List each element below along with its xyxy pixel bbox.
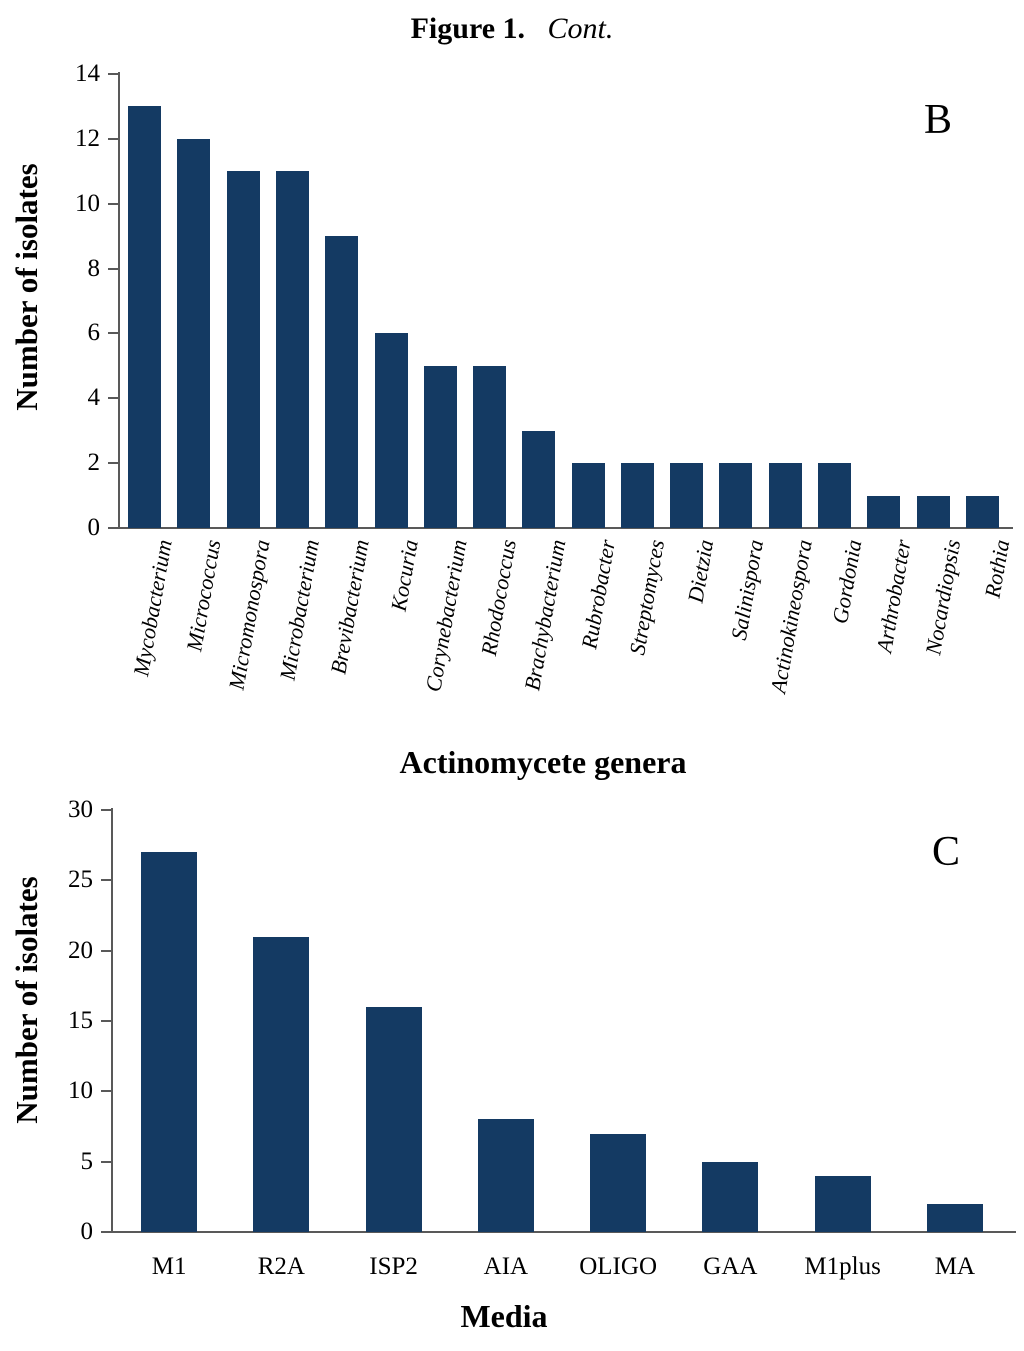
chart-b-panel-letter: B (924, 97, 953, 143)
chart-c-category-label: AIA (483, 1253, 529, 1280)
figure-title (0, 12, 1024, 46)
chart-b-bar-Micromonospora (227, 171, 260, 528)
chart-b-y-tick (108, 397, 118, 399)
chart-c-y-tick (101, 950, 111, 952)
chart-c-bar-MA (927, 1204, 983, 1232)
chart-b-y-axis-line (118, 72, 120, 528)
chart-c-bar-M1 (141, 852, 197, 1232)
chart-b-category-label: Kocuria (385, 537, 423, 614)
chart-b-bar-Actinokineospora (769, 463, 802, 528)
chart-b-bar-Streptomyces (621, 463, 654, 528)
chart-c-y-tick-label: 0 (80, 1218, 93, 1245)
chart-b-bar-Salinispora (719, 463, 752, 528)
chart-b-category-label: Rhodococcus (476, 537, 522, 658)
chart-c-category-label: OLIGO (579, 1253, 657, 1280)
chart-c-bar-R2A (253, 937, 309, 1232)
chart-c-category-label: MA (934, 1253, 976, 1280)
chart-b-category-label: Micromonospora (223, 537, 275, 692)
chart-c-bar-AIA (478, 1119, 534, 1232)
chart-c-panel-letter: C (932, 829, 961, 875)
chart-c-category-label: GAA (703, 1253, 758, 1280)
chart-b-y-tick (108, 138, 118, 140)
chart-c-y-tick-label: 5 (80, 1147, 93, 1175)
chart-b-bar-Dietzia (670, 463, 703, 528)
chart-c-category-label: M1 (151, 1253, 187, 1280)
chart-b-y-tick (108, 332, 118, 334)
chart-b-bar-Arthrobacter (867, 496, 900, 528)
chart-b-y-tick-label: 14 (75, 60, 100, 87)
chart-b-bar-Micrococcus (177, 139, 210, 528)
chart-b-y-tick (108, 203, 118, 205)
chart-b-bar-Microbacterium (276, 171, 309, 528)
chart-b-y-tick (108, 73, 118, 75)
figure-title-bold: Figure 1. (410, 12, 526, 45)
chart-b-bar-Kocuria (375, 333, 408, 528)
chart-b-y-tick-label: 6 (87, 319, 100, 347)
chart-b-category-label: Dietzia (682, 537, 719, 605)
chart-b-category-label: Nocardiopsis (919, 537, 965, 657)
chart-c-y-tick-label: 10 (68, 1077, 93, 1105)
chart-c-y-tick (101, 879, 111, 881)
chart-c-y-tick-label: 25 (68, 866, 93, 894)
chart-b-y-tick-label: 2 (87, 449, 100, 477)
chart-b-category-label: Streptomyces (624, 537, 670, 657)
chart-b-y-tick-label: 8 (87, 254, 100, 282)
chart-c-category-label: R2A (257, 1253, 305, 1280)
chart-c-bar-OLIGO (590, 1134, 646, 1232)
chart-b-y-tick (108, 462, 118, 464)
chart-b-bar-Corynebacterium (424, 366, 457, 528)
chart-b-bar-Rothia (966, 496, 999, 528)
chart-b-category-label: Actinokineospora (765, 537, 817, 695)
chart-b-bar-Rhodococcus (473, 366, 506, 528)
chart-b-category-label: Brevibacterium (325, 537, 374, 676)
chart-c-y-tick (101, 1090, 111, 1092)
chart-b-y-tick-label: 10 (75, 189, 100, 217)
chart-b-category-label: Mycobacterium (127, 537, 177, 678)
chart-b-x-axis-title: Actinomycete genera (399, 744, 687, 780)
chart-c-y-tick-label: 15 (68, 1007, 93, 1034)
chart-b-category-label: Corynebacterium (420, 537, 472, 694)
chart-c-y-tick (101, 1020, 111, 1022)
chart-c-y-tick (101, 1231, 111, 1233)
chart-b-y-tick-label: 4 (87, 384, 100, 412)
chart-b-category-label: Brachybacterium (519, 537, 571, 693)
chart-b-bar-Brachybacterium (522, 431, 555, 528)
chart-b-category-label: Rothia (979, 537, 1015, 600)
figure-title-italic: Cont. (547, 12, 614, 45)
chart-c-y-tick (101, 1161, 111, 1163)
chart-c-x-axis-title: Media (460, 1298, 548, 1334)
chart-b-bar-Brevibacterium (325, 236, 358, 528)
chart-c-y-tick (101, 809, 111, 811)
chart-b-category-label: Microbacterium (274, 537, 325, 682)
chart-b-category-label: Arthrobacter (871, 537, 916, 655)
chart-b-bar-Rubrobacter (572, 463, 605, 528)
chart-b-y-tick (108, 527, 118, 529)
chart-c-y-tick-label: 30 (68, 796, 93, 823)
chart-c-x-axis-line (111, 1231, 1016, 1233)
chart-c-bar-M1plus (815, 1176, 871, 1232)
chart-c-category-label: ISP2 (369, 1253, 418, 1280)
chart-c-category-label: M1plus (804, 1253, 881, 1280)
chart-b-bar-Gordonia (818, 463, 851, 528)
chart-c-y-axis-title: Number of isolates (9, 876, 44, 1124)
chart-b-y-tick (108, 268, 118, 270)
chart-b-category-label: Micrococcus (181, 537, 226, 654)
chart-b-category-label: Rubrobacter (576, 537, 620, 651)
chart-b-bar-Mycobacterium (128, 106, 161, 528)
chart-b-y-tick-label: 0 (87, 514, 100, 541)
chart-c-y-axis-line (111, 808, 113, 1232)
chart-b-bar-Nocardiopsis (917, 496, 950, 528)
chart-b-category-label: Salinispora (725, 537, 768, 642)
chart-c-y-tick-label: 20 (68, 936, 93, 964)
chart-c-bar-GAA (702, 1162, 758, 1232)
chart-b-y-axis-title: Number of isolates (9, 163, 44, 411)
chart-b-y-tick-label: 12 (75, 124, 100, 152)
chart-c-bar-ISP2 (366, 1007, 422, 1232)
chart-b-category-label: Gordonia (826, 537, 867, 626)
